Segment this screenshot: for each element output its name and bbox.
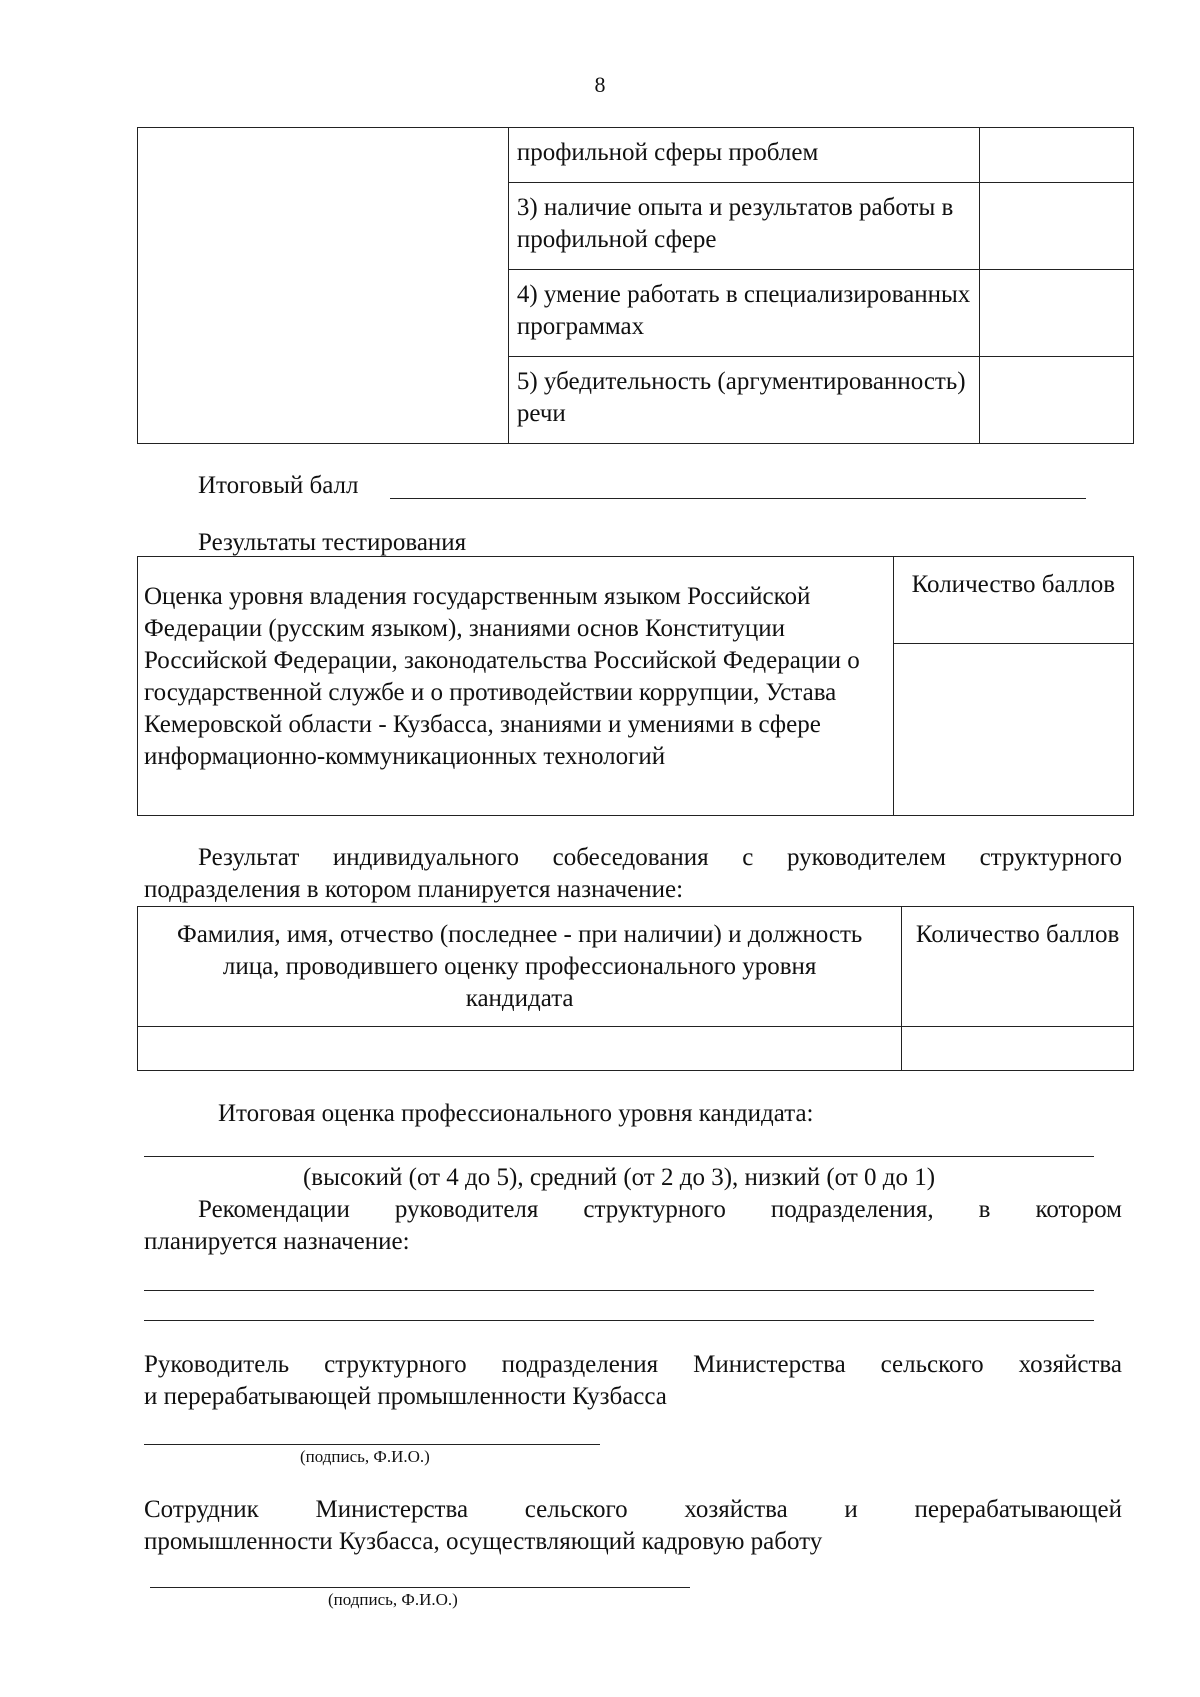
final-assessment-label: Итоговая оценка профессионального уровня кандидата: — [218, 1100, 814, 1127]
head-signature-line1: Руководитель структурного подразделения Министерства сельского хозяйства — [144, 1351, 1122, 1378]
interviewer-cell[interactable] — [138, 1027, 902, 1071]
head-signature-caption: (подпись, Ф.И.О.) — [300, 1447, 430, 1466]
total-score-label: Итоговый балл — [198, 472, 359, 499]
criteria-text: профильной сферы проблем — [508, 128, 979, 183]
interview-intro-line1: Результат индивидуального собеседования с руководителем структурного — [198, 844, 1122, 871]
recommendations-field-line1[interactable] — [144, 1290, 1094, 1291]
criteria-score-cell[interactable] — [980, 183, 1134, 270]
testing-score-cell[interactable] — [893, 644, 1133, 816]
criteria-text: 5) убедительность (аргументированность) речи — [508, 357, 979, 444]
recommendations-line1: Рекомендации руководителя структурного подразделения, в котором — [198, 1196, 1122, 1223]
criteria-group-cell — [138, 128, 509, 444]
final-assessment-scale-hint: (высокий (от 4 до 5), средний (от 2 до 3), низкий (от 0 до 1) — [302, 1164, 936, 1191]
criteria-score-cell[interactable] — [980, 128, 1134, 183]
recommendations-line2: планируется назначение: — [144, 1228, 410, 1255]
hr-signature-line1: Сотрудник Министерства сельского хозяйства и перерабатывающей — [144, 1496, 1122, 1523]
hr-signature-field[interactable] — [150, 1587, 690, 1588]
testing-table — [137, 556, 1134, 816]
testing-description: Оценка уровня владения государственным языком Российской Федерации (русским языком), знаниями основ Конституции Российской Федерации, законодательства Российской Федерации о государственной службе и о противодействии коррупции, Устава Кемеровской области - Кузбасса, знаниями и умениями в сфере информационно-коммуникационных технологий — [138, 557, 894, 816]
testing-score-header: Количество баллов — [893, 557, 1133, 644]
criteria-score-cell[interactable] — [980, 357, 1134, 444]
head-signature-field[interactable] — [144, 1444, 600, 1445]
recommendations-field-line2[interactable] — [144, 1320, 1094, 1321]
interview-score-header: Количество баллов — [902, 907, 1134, 1027]
interview-intro-line2: подразделения в котором планируется назначение: — [144, 876, 684, 903]
criteria-text: 4) умение работать в специализированных программах — [508, 270, 979, 357]
interview-score-cell[interactable] — [902, 1027, 1134, 1071]
total-score-field[interactable] — [390, 498, 1086, 499]
hr-signature-caption: (подпись, Ф.И.О.) — [328, 1590, 458, 1609]
hr-signature-line2: промышленности Кузбасса, осуществляющий кадровую работу — [144, 1528, 823, 1555]
criteria-score-cell[interactable] — [980, 270, 1134, 357]
criteria-table — [137, 127, 1134, 444]
interviewer-header: Фамилия, имя, отчество (последнее - при наличии) и должность лица, проводившего оценку профессионального уровня кандидата — [138, 907, 902, 1027]
interview-table — [137, 906, 1134, 1071]
final-assessment-field[interactable] — [144, 1156, 1094, 1157]
testing-title: Результаты тестирования — [198, 529, 467, 556]
page-number: 8 — [594, 72, 606, 97]
head-signature-line2: и перерабатывающей промышленности Кузбасса — [144, 1383, 667, 1410]
criteria-text: 3) наличие опыта и результатов работы в профильной сфере — [508, 183, 979, 270]
